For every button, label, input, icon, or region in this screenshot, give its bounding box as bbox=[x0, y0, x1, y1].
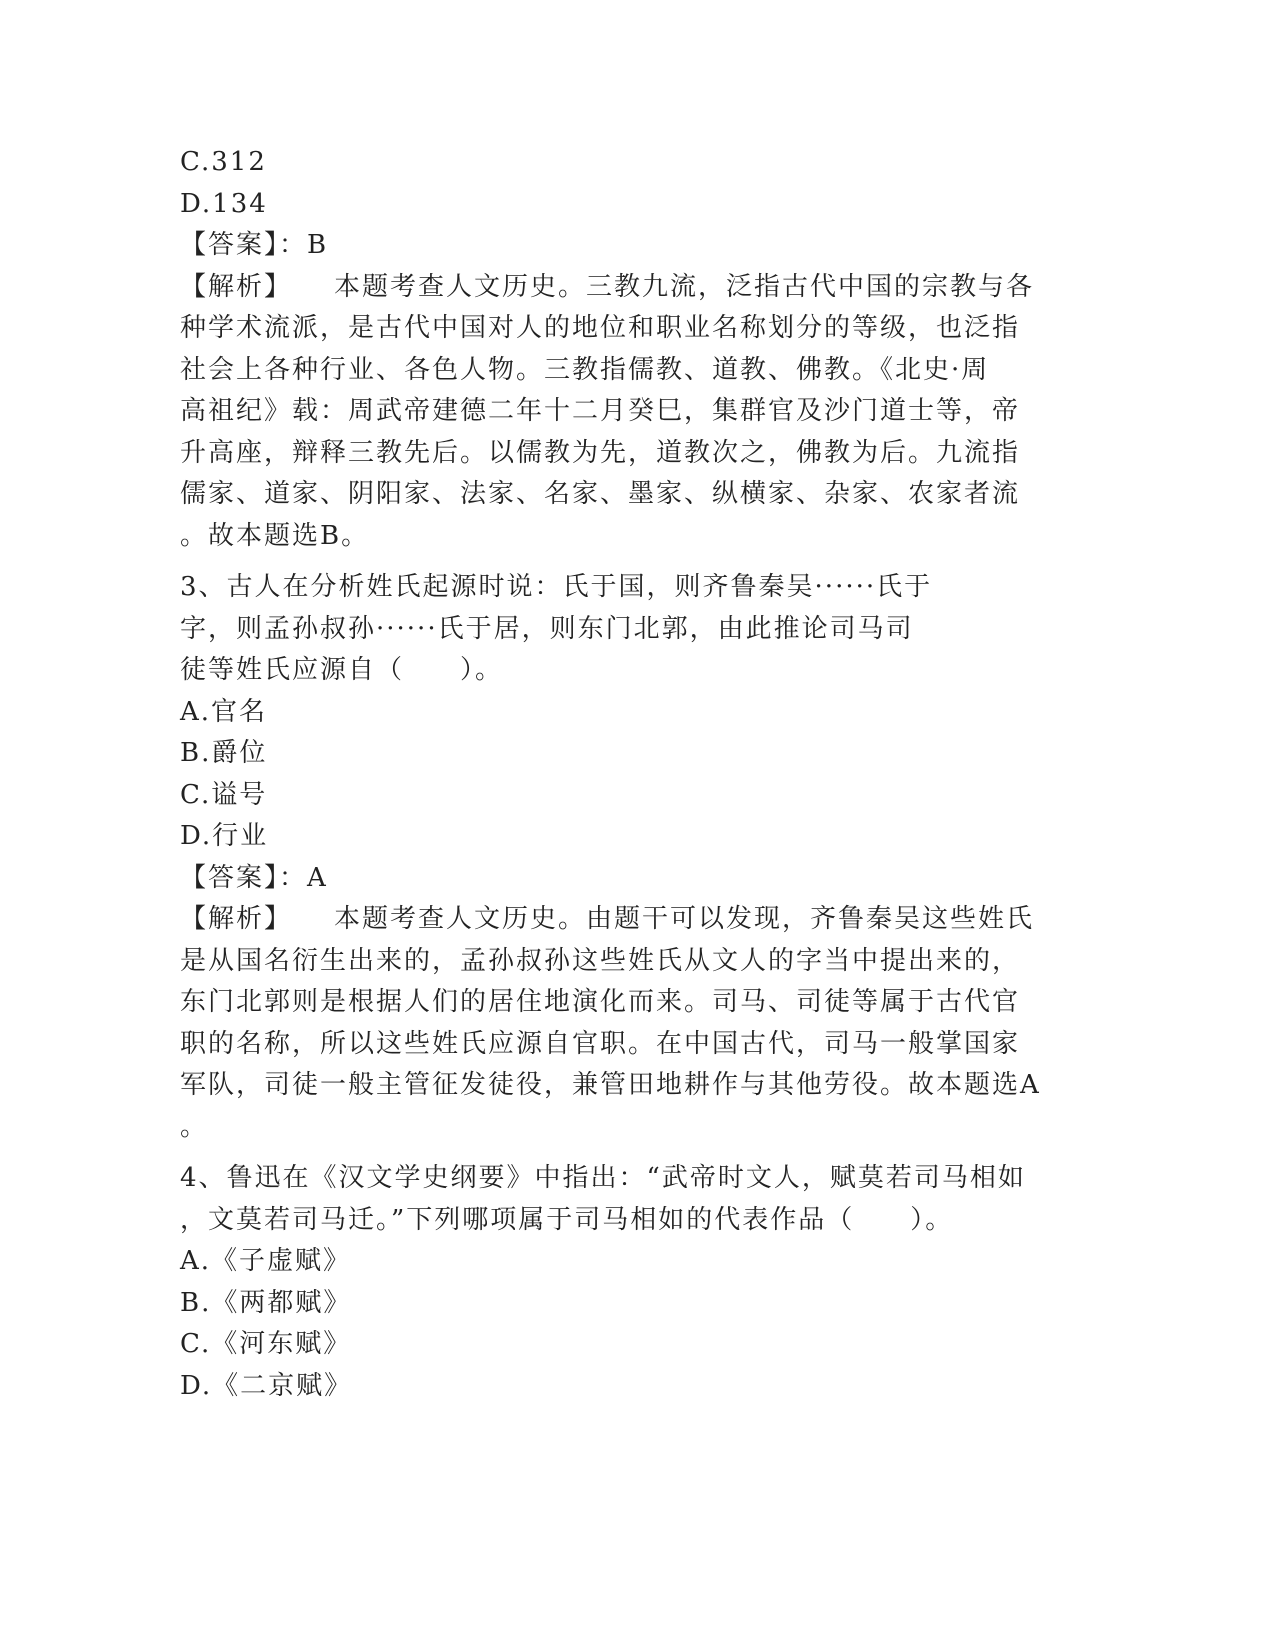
analysis-line bbox=[180, 899, 1060, 941]
analysis-label: 【解析】 bbox=[180, 271, 293, 302]
answer-line bbox=[180, 858, 1060, 900]
option-b: B.爵位 bbox=[180, 738, 268, 768]
analysis-text: 军队，司徒一般主管征发徒役，兼管田地耕作与其他劳役。故本题选A bbox=[180, 1070, 1041, 1100]
option-b: B.《两都赋》 bbox=[180, 1287, 352, 1318]
analysis-text: 本题考查人文历史。三教九流，泛指古代中国的宗教与各 bbox=[334, 271, 1035, 302]
exam-page bbox=[180, 142, 1060, 1407]
analysis-text: 升高座，辩释三教先后。以儒教为先，道教次之，佛教为后。九流指 bbox=[180, 437, 1021, 468]
option-c: C.谥号 bbox=[180, 779, 268, 810]
question-stem: 徒等姓氏应源自（ ）。 bbox=[180, 655, 504, 685]
question-stem: 字，则孟孙叔孙······氏于居，则东门北郭，由此推论司马司 bbox=[180, 613, 914, 644]
analysis-text: 。 bbox=[180, 1111, 209, 1142]
option-c: C.312 bbox=[180, 147, 267, 177]
question-2-tail bbox=[180, 142, 1060, 557]
question-stem: 4、鲁迅在《汉文学史纲要》中指出：“武帝时文人，赋莫若司马相如 bbox=[180, 1163, 1026, 1193]
analysis-text: 职的名称，所以这些姓氏应源自官职。在中国古代，司马一般掌国家 bbox=[180, 1028, 1021, 1059]
question-4 bbox=[180, 1158, 1060, 1407]
option-a: A.官名 bbox=[180, 696, 268, 727]
analysis-text: 儒家、道家、阴阳家、法家、名家、墨家、纵横家、杂家、农家者流 bbox=[180, 479, 1021, 509]
analysis-text: 。故本题选B。 bbox=[180, 520, 370, 551]
option-d: D.行业 bbox=[180, 821, 269, 851]
analysis-text: 社会上各种行业、各色人物。三教指儒教、道教、佛教。《北史·周 bbox=[180, 354, 990, 385]
option-a: A.《子虚赋》 bbox=[180, 1246, 352, 1276]
answer-value: B bbox=[307, 230, 329, 260]
analysis-text: 本题考查人文历史。由题干可以发现，齐鲁秦吴这些姓氏 bbox=[334, 904, 1035, 934]
question-3 bbox=[180, 567, 1060, 1148]
analysis-text: 东门北郭则是根据人们的居住地演化而来。司马、司徒等属于古代官 bbox=[180, 987, 1021, 1017]
answer-value: A bbox=[307, 862, 328, 893]
question-stem: 3、古人在分析姓氏起源时说：氏于国，则齐鲁秦吴······氏于 bbox=[180, 572, 933, 602]
answer-label: 【答案】： bbox=[180, 230, 308, 260]
question-stem: ，文莫若司马迁。”下列哪项属于司马相如的代表作品（ ）。 bbox=[180, 1204, 954, 1235]
analysis-text: 是从国名衍生出来的，孟孙叔孙这些姓氏从文人的字当中提出来的， bbox=[180, 945, 1021, 976]
analysis-label: 【解析】 bbox=[180, 904, 293, 934]
analysis-text: 高祖纪》载：周武帝建德二年十二月癸巳，集群官及沙门道士等，帝 bbox=[180, 396, 1021, 426]
analysis-line bbox=[180, 267, 1060, 309]
answer-label: 【答案】： bbox=[180, 862, 308, 893]
answer-line bbox=[180, 225, 1060, 267]
option-c: C.《河东赋》 bbox=[180, 1329, 352, 1359]
analysis-text: 种学术流派，是古代中国对人的地位和职业名称划分的等级，也泛指 bbox=[180, 313, 1021, 343]
option-d: D.134 bbox=[180, 188, 268, 219]
option-d: D.《二京赋》 bbox=[180, 1370, 353, 1401]
